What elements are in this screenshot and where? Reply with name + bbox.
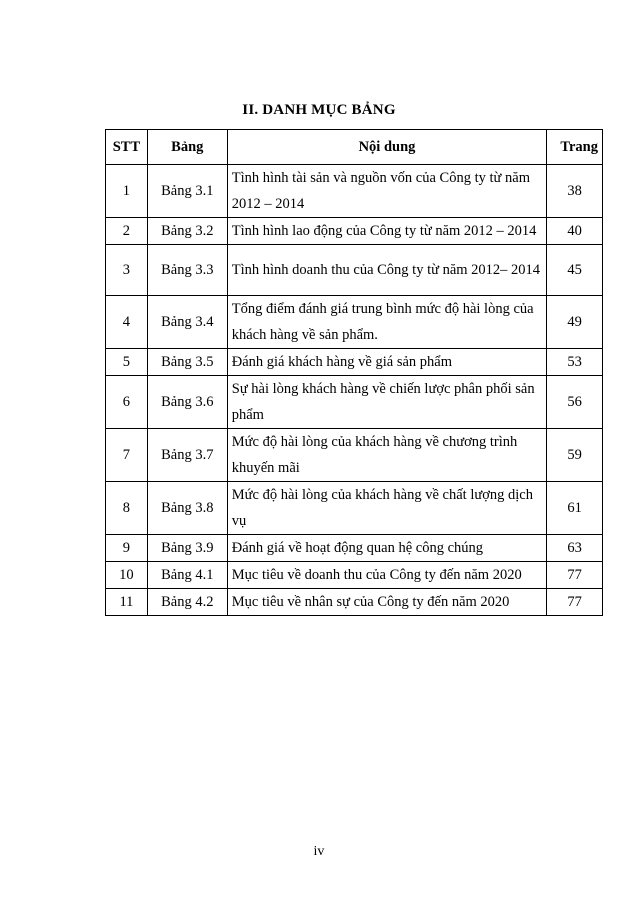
cell-stt: 10 [106, 562, 148, 589]
cell-bang: Bảng 3.9 [147, 535, 227, 562]
cell-trang: 49 [547, 296, 603, 349]
cell-trang: 56 [547, 376, 603, 429]
cell-stt: 7 [106, 429, 148, 482]
cell-stt: 8 [106, 482, 148, 535]
cell-trang: 53 [547, 349, 603, 376]
table-row [106, 376, 603, 429]
cell-bang: Bảng 3.3 [147, 245, 227, 296]
table-row [106, 296, 603, 349]
cell-bang: Bảng 3.2 [147, 218, 227, 245]
table-row [106, 245, 603, 296]
cell-bang: Bảng 3.1 [147, 165, 227, 218]
table-row [106, 562, 603, 589]
table-row [106, 349, 603, 376]
cell-noi-dung: Đánh giá khách hàng về giá sản phẩm [227, 349, 546, 376]
cell-noi-dung: Sự hài lòng khách hàng về chiến lược phân phối sản phẩm [227, 376, 546, 429]
cell-trang: 40 [547, 218, 603, 245]
cell-stt: 9 [106, 535, 148, 562]
table-row [106, 482, 603, 535]
table-header-row [106, 130, 603, 165]
header-trang: Trang [547, 130, 603, 165]
header-bang: Bảng [147, 130, 227, 165]
cell-bang: Bảng 3.5 [147, 349, 227, 376]
table-row [106, 429, 603, 482]
cell-noi-dung: Đánh giá về hoạt động quan hệ công chúng [227, 535, 546, 562]
header-stt: STT [106, 130, 148, 165]
cell-noi-dung: Tình hình lao động của Công ty từ năm 2012 – 2014 [227, 218, 546, 245]
cell-bang: Bảng 3.6 [147, 376, 227, 429]
cell-stt: 4 [106, 296, 148, 349]
cell-stt: 1 [106, 165, 148, 218]
cell-stt: 6 [106, 376, 148, 429]
cell-bang: Bảng 3.4 [147, 296, 227, 349]
table-row [106, 589, 603, 616]
cell-trang: 63 [547, 535, 603, 562]
cell-stt: 11 [106, 589, 148, 616]
page-title: II. DANH MỤC BẢNG [242, 102, 396, 118]
cell-noi-dung: Mục tiêu về doanh thu của Công ty đến năm 2020 [227, 562, 546, 589]
cell-stt: 5 [106, 349, 148, 376]
cell-bang: Bảng 3.7 [147, 429, 227, 482]
cell-trang: 38 [547, 165, 603, 218]
cell-stt: 3 [106, 245, 148, 296]
cell-stt: 2 [106, 218, 148, 245]
cell-noi-dung: Mục tiêu về nhân sự của Công ty đến năm 2020 [227, 589, 546, 616]
table-row [106, 535, 603, 562]
cell-trang: 45 [547, 245, 603, 296]
cell-trang: 77 [547, 589, 603, 616]
table-row [106, 165, 603, 218]
cell-noi-dung: Mức độ hài lòng của khách hàng về chương trình khuyến mãi [227, 429, 546, 482]
cell-noi-dung: Tình hình doanh thu của Công ty từ năm 2012– 2014 [227, 245, 546, 296]
cell-bang: Bảng 4.2 [147, 589, 227, 616]
cell-trang: 59 [547, 429, 603, 482]
cell-bang: Bảng 4.1 [147, 562, 227, 589]
table-row [106, 218, 603, 245]
cell-bang: Bảng 3.8 [147, 482, 227, 535]
header-noi-dung: Nội dung [227, 130, 546, 165]
cell-trang: 61 [547, 482, 603, 535]
cell-trang: 77 [547, 562, 603, 589]
cell-noi-dung: Tình hình tài sản và nguồn vốn của Công ty từ năm 2012 – 2014 [227, 165, 546, 218]
table-list-of-tables [105, 129, 603, 616]
cell-noi-dung: Mức độ hài lòng của khách hàng về chất lượng dịch vụ [227, 482, 546, 535]
cell-noi-dung: Tổng điểm đánh giá trung bình mức độ hài lòng của khách hàng về sản phẩm. [227, 296, 546, 349]
page-number: iv [313, 844, 325, 859]
